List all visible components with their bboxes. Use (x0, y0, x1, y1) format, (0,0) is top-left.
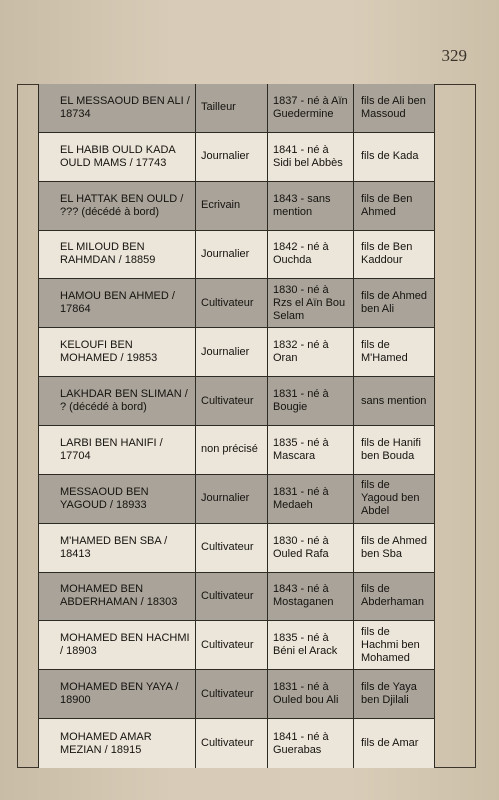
name-cell: MOHAMED BEN YAYA / 18900 (38, 670, 196, 718)
table-row (38, 231, 435, 280)
parentage-cell: fils de Yagoud ben Abdel (354, 475, 435, 523)
table-row (38, 182, 435, 231)
parentage-cell: fils de Yaya ben Djilali (354, 670, 435, 718)
profession-cell: Ecrivain (196, 182, 268, 230)
table-row (38, 84, 435, 133)
profession-cell: Cultivateur (196, 621, 268, 669)
table-row (38, 670, 435, 719)
table-row (38, 328, 435, 377)
birth-cell: 1831 - né à Medaeh (268, 475, 354, 523)
birth-cell: 1841 - né à Guerabas (268, 719, 354, 768)
profession-cell: Journalier (196, 475, 268, 523)
parentage-cell: fils de Ben Ahmed (354, 182, 435, 230)
register-table (38, 84, 435, 768)
table-row (38, 524, 435, 573)
profession-cell: Cultivateur (196, 573, 268, 621)
birth-cell: 1842 - né à Ouchda (268, 231, 354, 279)
profession-cell: non précisé (196, 426, 268, 474)
birth-cell: 1830 - né à Rzs el Aïn Bou Selam (268, 279, 354, 327)
name-cell: LARBI BEN HANIFI / 17704 (38, 426, 196, 474)
parentage-cell: fils de Ahmed ben Ali (354, 279, 435, 327)
table-row (38, 377, 435, 426)
birth-cell: 1835 - né à Béni el Arack (268, 621, 354, 669)
name-cell: MOHAMED BEN ABDERHAMAN / 18303 (38, 573, 196, 621)
birth-cell: 1831 - né à Bougie (268, 377, 354, 425)
birth-cell: 1841 - né à Sidi bel Abbès (268, 133, 354, 181)
table-row (38, 133, 435, 182)
table-row (38, 719, 435, 768)
birth-cell: 1843 - né à Mostaganen (268, 573, 354, 621)
parentage-cell: fils de Amar (354, 719, 435, 768)
page-number: 329 (441, 46, 467, 65)
profession-cell: Cultivateur (196, 377, 268, 425)
table-row (38, 426, 435, 475)
name-cell: MOHAMED AMAR MEZIAN / 18915 (38, 719, 196, 768)
name-cell: MOHAMED BEN HACHMI / 18903 (38, 621, 196, 669)
birth-cell: 1830 - né à Ouled Rafa (268, 524, 354, 572)
parentage-cell: fils de Hanifi ben Bouda (354, 426, 435, 474)
name-cell: EL MESSAOUD BEN ALI / 18734 (38, 84, 196, 132)
name-cell: LAKHDAR BEN SLIMAN / ? (décédé à bord) (38, 377, 196, 425)
name-cell: EL HABIB OULD KADA OULD MAMS / 17743 (38, 133, 196, 181)
name-cell: EL MILOUD BEN RAHMDAN / 18859 (38, 231, 196, 279)
parentage-cell: fils de M'Hamed (354, 328, 435, 376)
birth-cell: 1835 - né à Mascara (268, 426, 354, 474)
parentage-cell: fils de Ahmed ben Sba (354, 524, 435, 572)
profession-cell: Cultivateur (196, 279, 268, 327)
profession-cell: Journalier (196, 133, 268, 181)
name-cell: EL HATTAK BEN OULD / ??? (décédé à bord) (38, 182, 196, 230)
profession-cell: Cultivateur (196, 524, 268, 572)
parentage-cell: fils de Kada (354, 133, 435, 181)
profession-cell: Journalier (196, 328, 268, 376)
birth-cell: 1831 - né à Ouled bou Ali (268, 670, 354, 718)
parentage-cell: fils de Ali ben Massoud (354, 84, 435, 132)
table-row (38, 279, 435, 328)
parentage-cell: sans mention (354, 377, 435, 425)
birth-cell: 1843 - sans mention (268, 182, 354, 230)
name-cell: KELOUFI BEN MOHAMED / 19853 (38, 328, 196, 376)
birth-cell: 1832 - né à Oran (268, 328, 354, 376)
parentage-cell: fils de Hachmi ben Mohamed (354, 621, 435, 669)
name-cell: MESSAOUD BEN YAGOUD / 18933 (38, 475, 196, 523)
profession-cell: Cultivateur (196, 670, 268, 718)
birth-cell: 1837 - né à Aïn Guedermine (268, 84, 354, 132)
parentage-cell: fils de Ben Kaddour (354, 231, 435, 279)
parentage-cell: fils de Abderhaman (354, 573, 435, 621)
table-row (38, 621, 435, 670)
table-row (38, 573, 435, 622)
table-row (38, 475, 435, 524)
name-cell: M'HAMED BEN SBA / 18413 (38, 524, 196, 572)
profession-cell: Journalier (196, 231, 268, 279)
profession-cell: Tailleur (196, 84, 268, 132)
profession-cell: Cultivateur (196, 719, 268, 768)
name-cell: HAMOU BEN AHMED / 17864 (38, 279, 196, 327)
